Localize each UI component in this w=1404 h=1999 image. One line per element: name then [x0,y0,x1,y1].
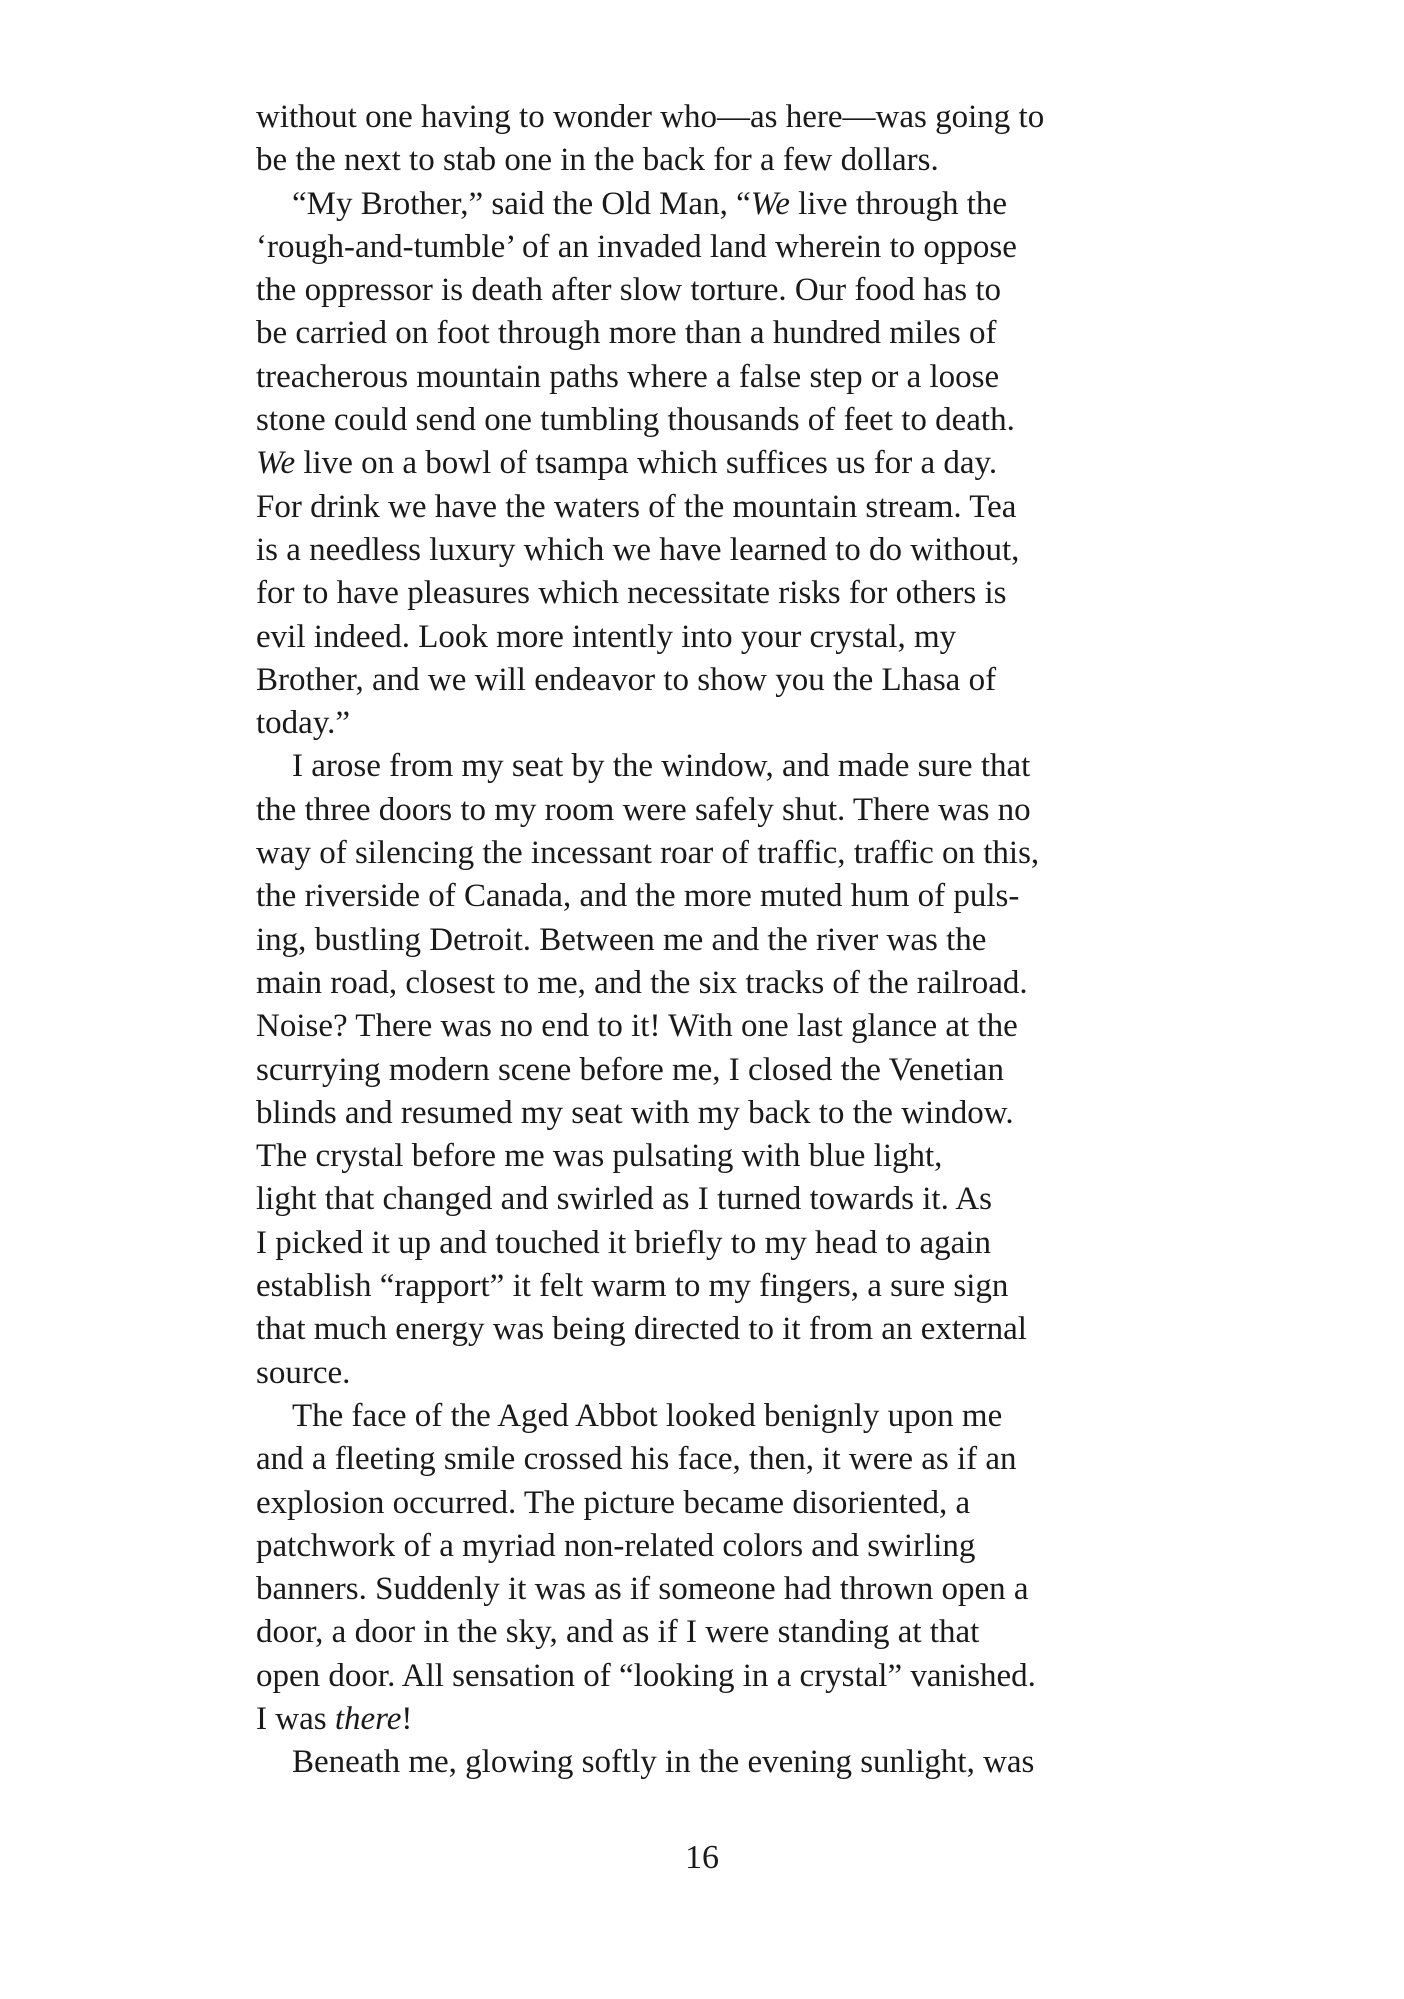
text-run: main road, closest to me, and the six tracks of the railroad. [256,964,1028,1001]
text-line [256,529,1156,572]
text-run: evil indeed. Look more intently into your crystal, my [256,618,957,655]
text-line [256,789,1156,832]
text-run: Brother, and we will endeavor to show you the Lhasa of [256,661,997,698]
italic-text: there [334,1700,402,1737]
text-run: establish “rapport” it felt warm to my fingers, a sure sign [256,1268,1009,1305]
text-run: for to have pleasures which necessitate risks for others is [256,575,1007,612]
text-line [256,1178,1156,1221]
text-line [256,832,1156,875]
text-run: blinds and resumed my seat with my back to the window. [256,1094,1014,1131]
text-run: Beneath me, glowing softly in the evening sunlight, was [292,1744,1035,1781]
text-line [256,1698,1156,1741]
text-run: I arose from my seat by the window, and made sure that [292,748,1031,785]
text-run: and a fleeting smile crossed his face, then, it were as if an [256,1441,1017,1478]
text-run: today.” [256,705,351,742]
text-run: the three doors to my room were safely shut. There was no [256,791,1031,828]
italic-text: We [256,445,296,482]
text-run: door, a door in the sky, and as if I were standing at that [256,1614,980,1651]
text-run: ! [401,1700,413,1737]
text-run: patchwork of a myriad non-related colors and swirling [256,1527,976,1564]
text-run: that much energy was being directed to it from an external [256,1311,1027,1348]
text-line [256,356,1156,399]
text-run: scurrying modern scene before me, I closed the Venetian [256,1051,1005,1088]
text-line [256,659,1156,702]
text-run: banners. Suddenly it was as if someone had thrown open a [256,1571,1029,1608]
text-line [256,1438,1156,1481]
text-run: I was [256,1700,335,1737]
text-line [256,1222,1156,1265]
text-line [256,183,1156,226]
italic-text: We [750,185,790,222]
text-run: way of silencing the incessant roar of traffic, traffic on this, [256,835,1040,872]
page-body [256,96,1156,1785]
text-line [256,269,1156,312]
text-line [256,486,1156,529]
text-run: light that changed and swirled as I turned towards it. As [256,1181,992,1218]
text-line [256,442,1156,485]
text-run: is a needless luxury which we have learned to do without, [256,531,1020,568]
text-run: live through the [789,185,1008,222]
text-line [256,1265,1156,1308]
text-line [256,1005,1156,1048]
text-line [256,875,1156,918]
text-run: Noise? There was no end to it! With one last glance at the [256,1008,1018,1045]
text-run: without one having to wonder who—as here—was going to [256,99,1045,135]
text-line [256,226,1156,269]
text-run: For drink we have the waters of the mountain stream. Tea [256,488,1017,525]
text-run: I picked it up and touched it briefly to my head to again [256,1224,991,1261]
text-run: ing, bustling Detroit. Between me and the river was the [256,921,987,958]
text-run: the riverside of Canada, and the more muted hum of puls- [256,878,1020,915]
text-run: ‘rough-and-tumble’ of an invaded land wherein to oppose [256,228,1017,265]
text-run: be the next to stab one in the back for a few dollars. [256,142,939,179]
text-run: explosion occurred. The picture became disoriented, a [256,1484,971,1521]
text-run: stone could send one tumbling thousands of feet to death. [256,402,1015,439]
text-line [256,1049,1156,1092]
text-line [256,919,1156,962]
text-line [256,572,1156,615]
text-run: live on a bowl of tsampa which suffices us for a day. [295,445,998,482]
text-line [256,1092,1156,1135]
text-line [256,1135,1156,1178]
text-line [256,962,1156,1005]
text-line [256,1525,1156,1568]
text-line [256,702,1156,745]
text-line [256,1308,1156,1351]
text-line [256,616,1156,659]
text-line [256,1655,1156,1698]
text-run: “My Brother,” said the Old Man, “ [292,185,751,222]
text-line [256,399,1156,442]
text-line [256,312,1156,355]
text-run: open door. All sensation of “looking in a crystal” vanished. [256,1657,1036,1694]
text-line [256,1611,1156,1654]
text-line [256,1568,1156,1611]
text-run: The face of the Aged Abbot looked benignly upon me [292,1397,1003,1434]
text-line [256,1395,1156,1438]
text-run: the oppressor is death after slow torture. Our food has to [256,272,1002,309]
text-line [256,1482,1156,1525]
text-line [256,96,1156,139]
text-run: The crystal before me was pulsating with blue light, [256,1138,943,1175]
text-run: be carried on foot through more than a hundred miles of [256,315,997,352]
text-run: source. [256,1354,351,1391]
text-run: treacherous mountain paths where a false step or a loose [256,358,1000,395]
text-line [256,1352,1156,1395]
text-line [256,139,1156,182]
page-number: 16 [685,1839,719,1876]
text-line [256,1741,1156,1784]
text-line [256,745,1156,788]
